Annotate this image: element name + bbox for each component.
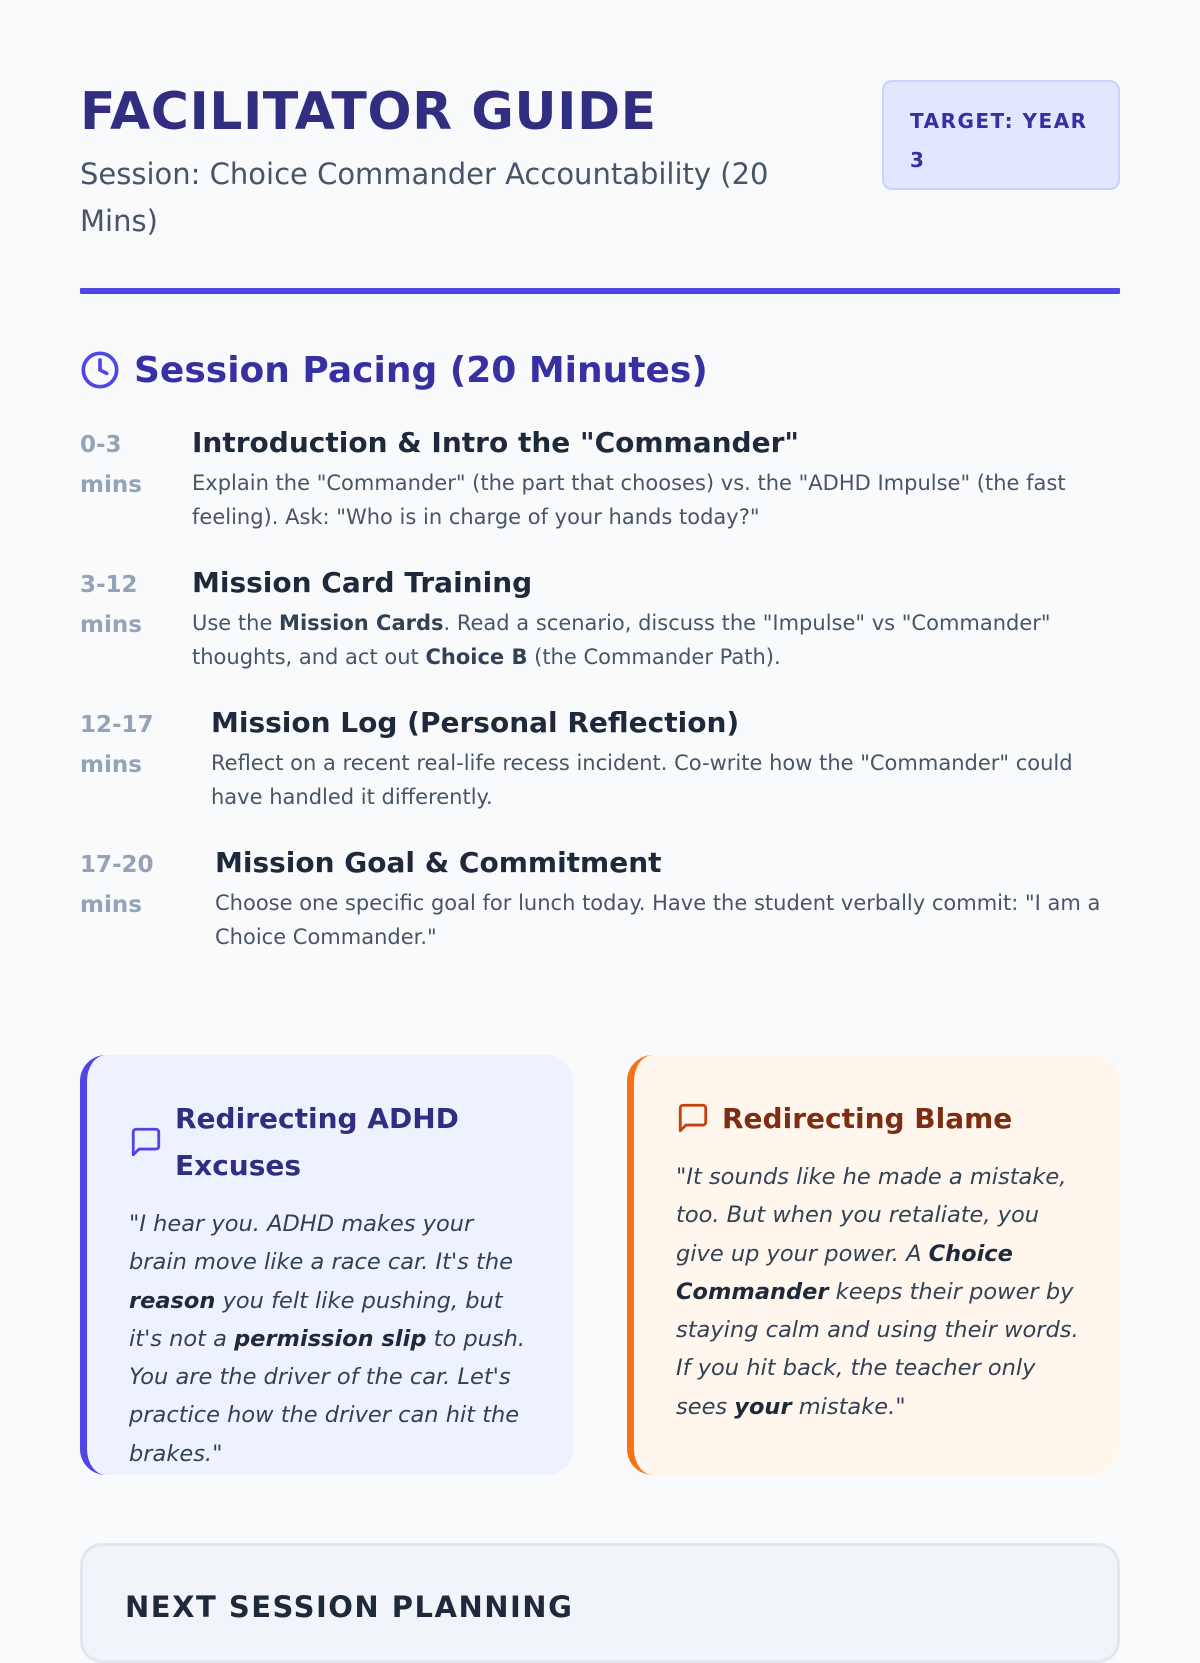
clock-icon [80, 350, 120, 390]
pacing-title: Mission Card Training [192, 565, 533, 599]
pacing-time-range: 17-20 [80, 851, 154, 878]
card-header [676, 1095, 1080, 1142]
pacing-time [80, 705, 211, 845]
desc-bold: Mission Cards [279, 611, 444, 636]
pacing-time-range: 0-3 [80, 431, 122, 458]
pacing-time-unit: mins [80, 472, 142, 499]
pacing-body [192, 425, 1120, 565]
header [80, 80, 1120, 244]
pacing-title: Mission Goal & Commitment [215, 845, 662, 879]
pacing-time-range: 12-17 [80, 711, 154, 738]
desc-bold: Choice B [425, 644, 528, 669]
script-cards [80, 1055, 1120, 1475]
quote-text: to push. You are the driver of the car. Let's practice how the driver can hit the brakes." [129, 1325, 526, 1467]
quote-bold: Choice Commander [676, 1240, 1013, 1305]
desc-text: . Read a scenario, discuss the "Impulse" vs "Commander" thoughts, and act out [192, 611, 1051, 669]
page-title: FACILITATOR GUIDE [80, 82, 657, 142]
quote-bold: your [734, 1393, 792, 1420]
pacing-title: Introduction & Intro the "Commander" [192, 425, 799, 459]
pacing-desc: Choose one specific goal for lunch today. Have the student verbally commit: "I am a Choice Commander." [215, 891, 1101, 949]
quote-text: keeps their power by staying calm and using their words. If you hit back, the teacher only sees [676, 1278, 1079, 1420]
quote-text: "I hear you. ADHD makes your brain move like a race car. It's the [129, 1211, 513, 1276]
header-divider [80, 288, 1120, 294]
quote-bold: reason [129, 1287, 216, 1314]
pacing-desc: Reflect on a recent real-life recess incident. Co-write how the "Commander" could have handled it differently. [211, 751, 1073, 809]
title-block [80, 80, 840, 244]
pacing-time-range: 3-12 [80, 571, 138, 598]
pacing-title: Mission Log (Personal Reflection) [211, 705, 740, 739]
pacing-heading-text: Session Pacing (20 Minutes) [134, 349, 708, 391]
pacing-item [80, 705, 1120, 845]
card-redirecting-adhd-excuses [80, 1055, 573, 1475]
quote-bold: permission slip [234, 1325, 427, 1352]
target-badge: TARGET: YEAR 3 [882, 80, 1120, 190]
desc-text: (the Commander Path). [527, 644, 781, 669]
pacing-item [80, 845, 1120, 985]
card-header [129, 1095, 533, 1189]
pacing-time [80, 425, 192, 565]
session-subtitle: Session: Choice Commander Accountability (20 Mins) [80, 157, 769, 238]
desc-text: Use the [192, 611, 280, 636]
pacing-time-unit: mins [80, 892, 142, 919]
chat-icon [676, 1101, 710, 1135]
pacing-body [215, 845, 1120, 985]
pacing-item [80, 565, 1120, 705]
card-title: Redirecting ADHD Excuses [175, 1101, 459, 1182]
pacing-time-unit: mins [80, 752, 142, 779]
pacing-item [80, 425, 1120, 565]
pacing-desc: Explain the "Commander" (the part that chooses) vs. the "ADHD Impulse" (the fast feeling). Ask: "Who is in charge of your hands today?" [192, 471, 1066, 529]
pacing-desc [192, 607, 1120, 674]
pacing-body [211, 705, 1120, 845]
card-title: Redirecting Blame [722, 1101, 1013, 1135]
chat-icon [129, 1125, 163, 1159]
card-quote [129, 1205, 533, 1473]
quote-text: you felt like pushing, but it's not a [129, 1287, 503, 1352]
quote-text: mistake." [791, 1393, 906, 1420]
quote-text: "It sounds like he made a mistake, too. But when you retaliate, you give up your power. A [676, 1164, 1067, 1267]
pacing-list [80, 425, 1120, 985]
pacing-time [80, 565, 192, 705]
card-quote [676, 1158, 1080, 1426]
pacing-heading [80, 350, 1120, 391]
card-redirecting-blame [627, 1055, 1120, 1475]
next-session-title: NEXT SESSION PLANNING [125, 1589, 574, 1624]
pacing-time [80, 845, 215, 985]
pacing-time-unit: mins [80, 612, 142, 639]
pacing-body [192, 565, 1120, 705]
next-session-planning [80, 1543, 1120, 1663]
